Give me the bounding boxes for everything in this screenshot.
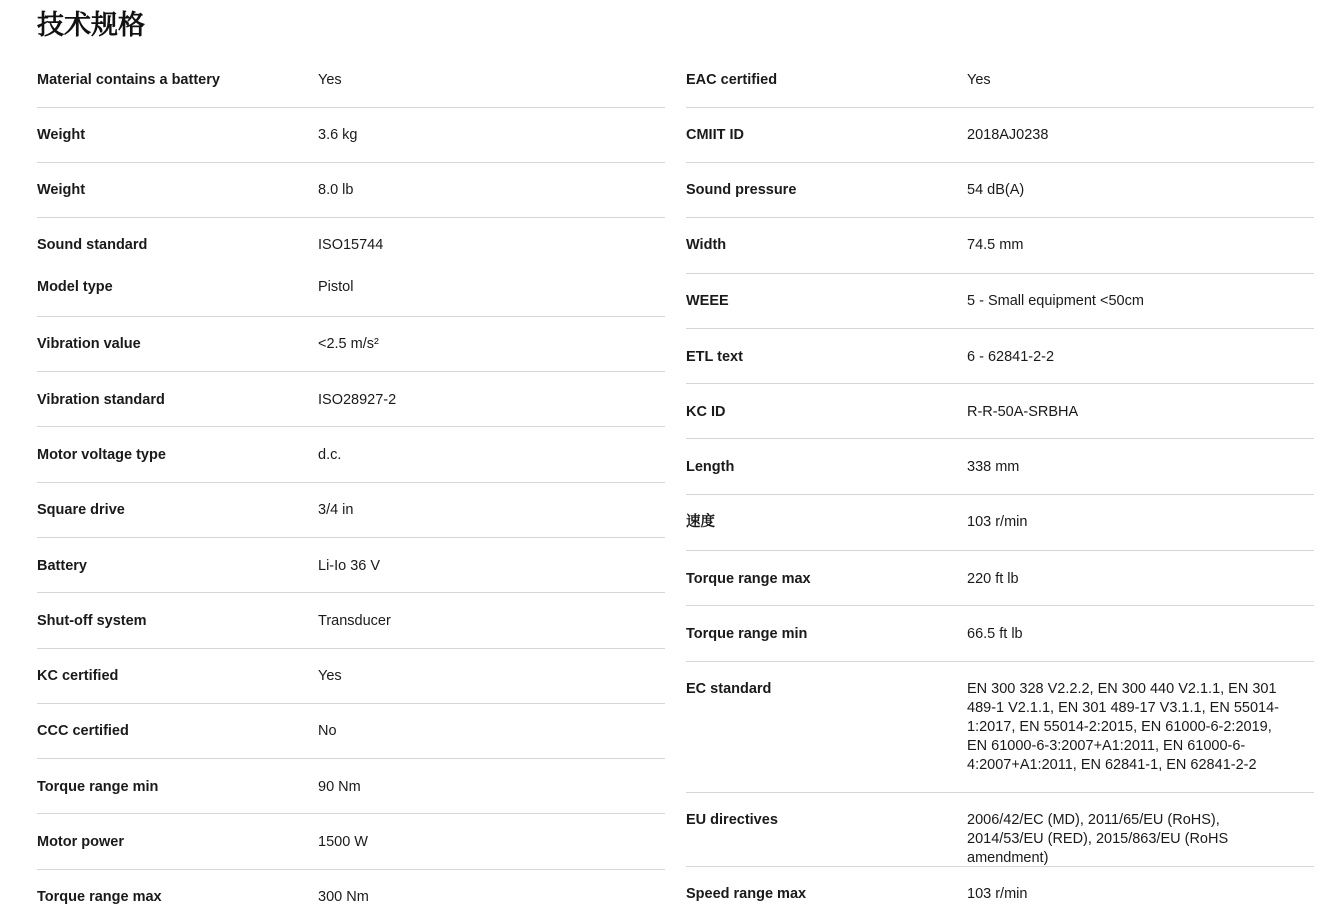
spec-row bbox=[686, 793, 1314, 867]
spec-row bbox=[686, 163, 1314, 218]
spec-label: Vibration value bbox=[37, 336, 141, 352]
spec-label: Motor power bbox=[37, 834, 124, 850]
spec-label: Sound pressure bbox=[686, 182, 797, 198]
spec-table-right bbox=[686, 52, 1314, 907]
spec-value: 5 - Small equipment <50cm bbox=[967, 293, 1144, 309]
spec-label: Length bbox=[686, 459, 735, 475]
spec-row bbox=[686, 495, 1314, 551]
spec-value: 103 r/min bbox=[967, 886, 1028, 902]
spec-label: Torque range min bbox=[686, 626, 808, 642]
spec-row bbox=[37, 649, 665, 704]
spec-row bbox=[37, 593, 665, 649]
spec-value: 3/4 in bbox=[318, 502, 354, 518]
spec-label: WEEE bbox=[686, 293, 729, 309]
spec-value: ISO15744 bbox=[318, 237, 384, 253]
spec-value: R-R-50A-SRBHA bbox=[967, 404, 1079, 420]
spec-value: Yes bbox=[318, 668, 342, 684]
spec-value: Yes bbox=[318, 72, 342, 88]
spec-label: Torque range max bbox=[37, 889, 162, 905]
spec-label: Torque range max bbox=[686, 571, 811, 587]
spec-value: EN 300 328 V2.2.2, EN 300 440 V2.1.1, EN 301 489-1 V2.1.1, EN 301 489-17 V3.1.1, EN 55014-1:2017, EN 55014-2:2015, EN 61000-6-2:2019, EN 61000-6-3:2007+A1:2011, EN 61000-6-4:2007+A1:2011, EN 62841-1, EN 62841-2-2 bbox=[967, 681, 1279, 773]
spec-row bbox=[37, 427, 665, 483]
spec-label: KC ID bbox=[686, 404, 726, 420]
spec-value: 90 Nm bbox=[318, 779, 361, 795]
spec-label: EC standard bbox=[686, 681, 772, 697]
spec-value: 54 dB(A) bbox=[967, 182, 1025, 198]
spec-value: No bbox=[318, 723, 337, 739]
spec-row bbox=[686, 606, 1314, 662]
spec-row bbox=[37, 483, 665, 538]
spec-row bbox=[37, 538, 665, 593]
spec-value: Li-Io 36 V bbox=[318, 558, 381, 574]
page-title: 技术规格 bbox=[37, 10, 145, 41]
spec-label: Vibration standard bbox=[37, 392, 165, 408]
spec-value: 1500 W bbox=[318, 834, 368, 850]
spec-row bbox=[686, 108, 1314, 163]
spec-label: EU directives bbox=[686, 812, 778, 828]
spec-row bbox=[686, 867, 1314, 907]
spec-value: 3.6 kg bbox=[318, 127, 358, 143]
spec-value: 300 Nm bbox=[318, 889, 369, 905]
spec-label: ETL text bbox=[686, 349, 743, 365]
spec-label: CCC certified bbox=[37, 723, 129, 739]
spec-label: 速度 bbox=[686, 514, 715, 530]
spec-label: Weight bbox=[37, 182, 86, 198]
spec-value: <2.5 m/s² bbox=[318, 336, 379, 352]
spec-label: Material contains a battery bbox=[37, 72, 220, 88]
spec-row bbox=[37, 759, 665, 814]
spec-value: 2018AJ0238 bbox=[967, 127, 1049, 143]
spec-label: Weight bbox=[37, 127, 86, 143]
spec-value: d.c. bbox=[318, 447, 342, 463]
spec-value: 103 r/min bbox=[967, 514, 1028, 530]
spec-row bbox=[37, 261, 665, 317]
spec-row bbox=[37, 814, 665, 870]
spec-row bbox=[686, 551, 1314, 606]
spec-label: Model type bbox=[37, 279, 113, 295]
spec-label: Motor voltage type bbox=[37, 447, 166, 463]
spec-row bbox=[37, 870, 665, 910]
spec-row bbox=[37, 218, 665, 261]
spec-value: Transducer bbox=[318, 613, 391, 629]
spec-value: ISO28927-2 bbox=[318, 392, 397, 408]
spec-row bbox=[37, 317, 665, 372]
spec-row bbox=[37, 108, 665, 163]
spec-row bbox=[686, 384, 1314, 439]
spec-label: Battery bbox=[37, 558, 87, 574]
spec-label: EAC certified bbox=[686, 72, 778, 88]
spec-row bbox=[37, 372, 665, 427]
spec-label: KC certified bbox=[37, 668, 119, 684]
spec-label: CMIIT ID bbox=[686, 127, 744, 143]
spec-row bbox=[686, 439, 1314, 495]
spec-label: Speed range max bbox=[686, 886, 807, 902]
spec-table-left bbox=[37, 52, 665, 910]
spec-row bbox=[37, 52, 665, 108]
spec-value: Yes bbox=[967, 72, 991, 88]
spec-label: Torque range min bbox=[37, 779, 159, 795]
spec-value: 8.0 lb bbox=[318, 182, 354, 198]
spec-value: 338 mm bbox=[967, 459, 1020, 475]
spec-label: Shut-off system bbox=[37, 613, 147, 629]
spec-row bbox=[686, 52, 1314, 108]
spec-row bbox=[686, 274, 1314, 329]
spec-value: 74.5 mm bbox=[967, 237, 1024, 253]
spec-value: Pistol bbox=[318, 279, 354, 295]
spec-value: 6 - 62841-2-2 bbox=[967, 349, 1055, 365]
spec-row bbox=[686, 662, 1314, 793]
spec-label: Square drive bbox=[37, 502, 125, 518]
spec-label: Sound standard bbox=[37, 237, 148, 253]
spec-value: 2006/42/EC (MD), 2011/65/EU (RoHS), 2014/53/EU (RED), 2015/863/EU (RoHS amendment) bbox=[967, 812, 1229, 866]
spec-row bbox=[686, 218, 1314, 274]
spec-label: Width bbox=[686, 237, 727, 253]
spec-row bbox=[37, 704, 665, 759]
spec-row bbox=[686, 329, 1314, 384]
spec-value: 66.5 ft lb bbox=[967, 626, 1023, 642]
spec-row bbox=[37, 163, 665, 218]
spec-value: 220 ft lb bbox=[967, 571, 1019, 587]
